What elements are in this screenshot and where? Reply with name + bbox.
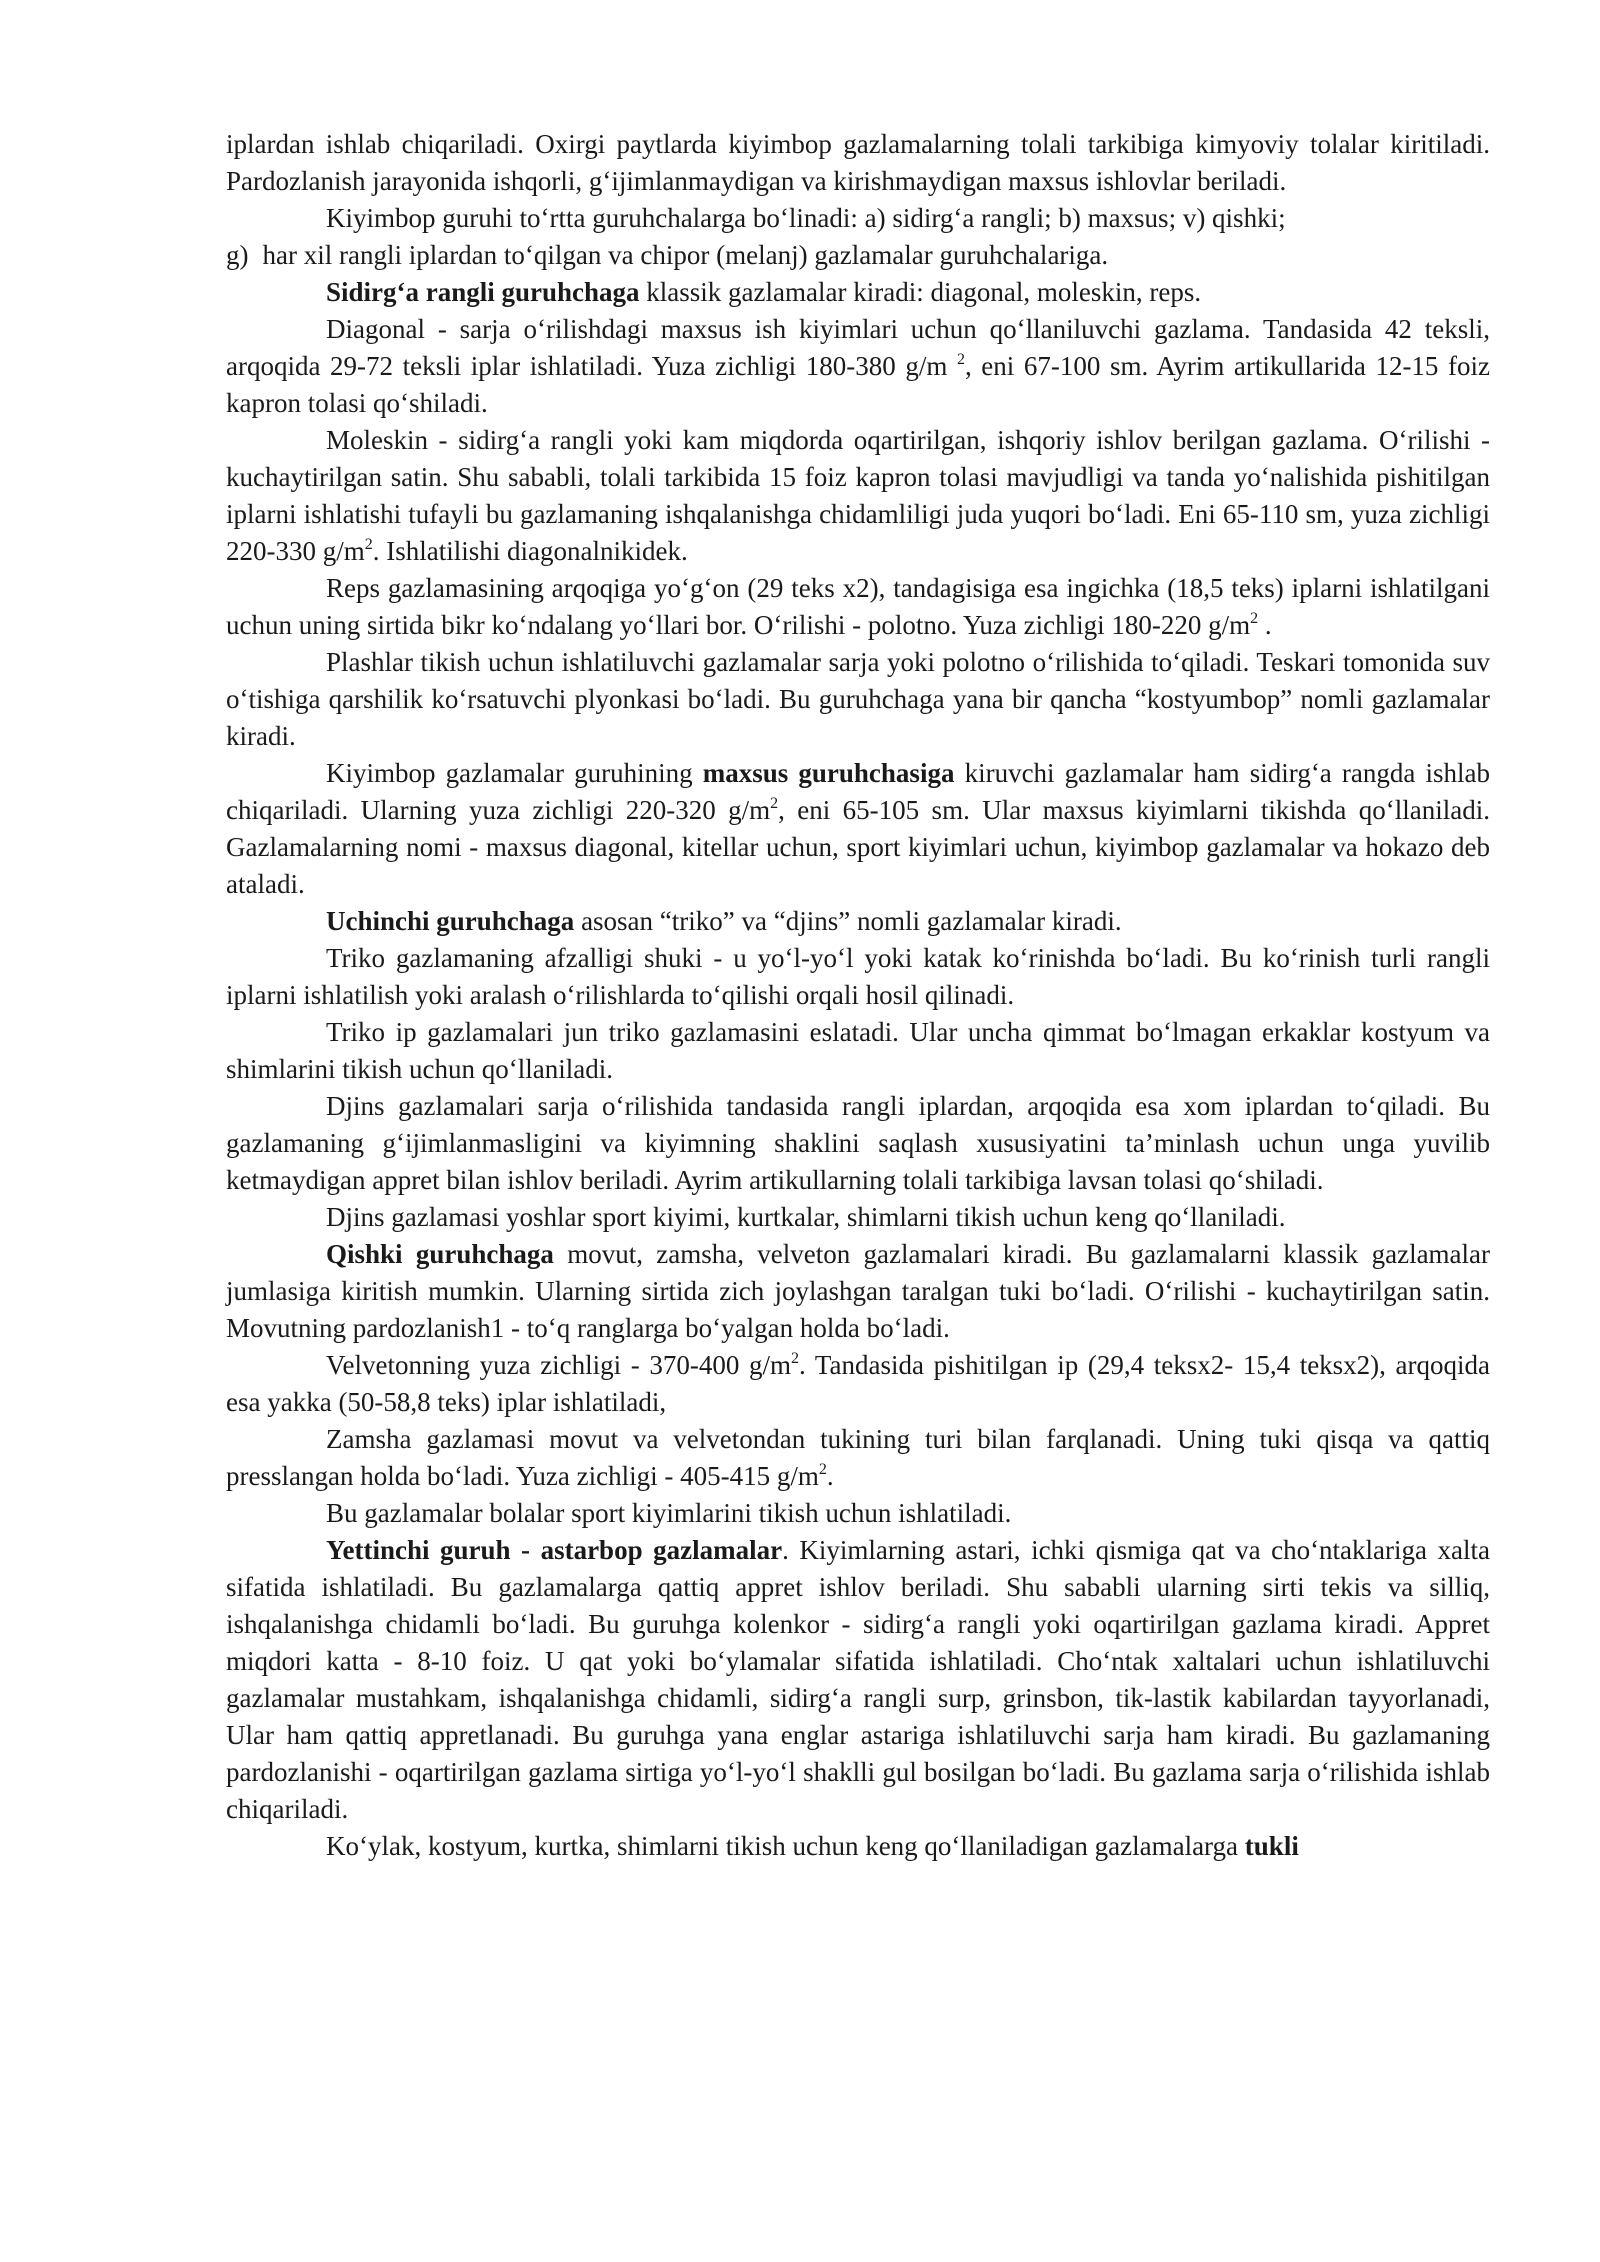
paragraph-velveton: Velvetonning yuza zichligi - 370-400 $g/m^2$. Tandasida pishitilgan ip (29,4 teksx2- 15,4 teksx2), arqoqida esa yakka (50-58,8 teks) iplar ishlatiladi, (226, 1350, 1491, 1417)
paragraph-diagonal: Diagonal - sarja o‘rilishdagi maxsus ish kiyimlari uchun qo‘llaniluvchi gazlama. Tandasida 42 teksli, arqoqida 29-72 teksli iplar ishlatiladi. Yuza zichligi 180-380 g/m $^2$, eni 67-100 sm. Ayrim artikullarida 12-15 foiz kapron tolasi qo‘shiladi. (226, 314, 1490, 418)
bold-term: Uchinchi guruhchaga (326, 906, 575, 936)
paragraph-sidirga: Sidirg‘a rangli guruhchaga klassik gazlamalar kiradi: diagonal, moleskin, reps. (326, 277, 1202, 307)
bold-term: Sidirg‘a rangli guruhchaga (326, 277, 640, 307)
paragraph-subgroup-g: g) har xil rangli iplardan to‘qilgan va chipor (melanj) gazlamalar guruhchalariga. (226, 240, 1109, 270)
paragraph-moleskin: Moleskin - sidirg‘a rangli yoki kam miqdorda oqartirilgan, ishqoriy ishlov berilgan gazlama. O‘rilishi - kuchaytirilgan satin. Shu sababli, tolali tarkibida 15 foiz kapron tolasi mavjudligi va tanda yo‘nalishida pishitilgan iplarni ishlatishi tufayli bu gazlamaning ishqalanishga chidamliligi juda yuqori bo‘ladi. Eni 65-110 sm, yuza zichligi 220-330 $g/m^2$. Ishlatilishi diagonalnikidek. (226, 425, 1490, 566)
paragraph-kiyimbop-subgroups: Kiyimbop guruhi to‘rtta guruhchalarga bo‘linadi: a) sidirg‘a rangli; b) maxsus; v) qishki; (326, 203, 1286, 233)
paragraph-uchinchi: Uchinchi guruhchaga asosan “triko” va “djins” nomli gazlamalar kiradi. (326, 906, 1122, 936)
paragraph-maxsus: Kiyimbop gazlamalar guruhining maxsus guruhchasiga kiruvchi gazlamalar ham sidirg‘a rangda ishlab chiqariladi. Ularning yuza zichligi 220-320 $g/m^2$, eni 65-105 sm. Ular maxsus kiyimlarni tikishda qo‘llaniladi. Gazlamalarning nomi - maxsus diagonal, kitellar uchun, sport kiyimlari uchun, kiyimbop gazlamalar va hokazo deb ataladi. (226, 758, 1490, 899)
document-page (226, 126, 1490, 1865)
paragraph-plashlar: Plashlar tikish uchun ishlatiluvchi gazlamalar sarja yoki polotno o‘rilishida to‘qiladi. Teskari tomonida suv o‘tishiga qarshilik ko‘rsatuvchi plyonkasi bo‘ladi. Bu guruhchaga yana bir qancha “kostyumbop” nomli gazlamalar kiradi. (226, 647, 1490, 751)
paragraph-djins: Djins gazlamalari sarja o‘rilishida tandasida rangli iplardan, arqoqida esa xom iplardan to‘qiladi. Bu gazlamaning g‘ijimlanmasligini va kiyimning shaklini saqlash xususiyatini ta’minlash uchun unga yuvilib ketmaydigan appret bilan ishlov beriladi. Ayrim artikullarning tolali tarkibiga lavsan tolasi qo‘shiladi. (226, 1091, 1490, 1195)
paragraph-bolalar: Bu gazlamalar bolalar sport kiyimlarini tikish uchun ishlatiladi. (326, 1498, 1012, 1528)
paragraph-triko-ip: Triko ip gazlamalari jun triko gazlamasini eslatadi. Ular uncha qimmat bo‘lmagan erkaklar kostyum va shimlarini tikish uchun qo‘llaniladi. (226, 1017, 1490, 1084)
paragraph-continuation: iplardan ishlab chiqariladi. Oxirgi paytlarda kiyimbop gazlamalarning tolali tarkibiga kimyoviy tolalar kiritiladi. Pardozlanish jarayonida ishqorli, g‘ijimlanmaydigan va kirishmaydigan maxsus ishlovlar beriladi. (226, 129, 1490, 196)
paragraph-qishki: Qishki guruhchaga movut, zamsha, velveton gazlamalari kiradi. Bu gazlamalarni klassik gazlamalar jumlasiga kiritish mumkin. Ularning sirtida zich joylashgan taralgan tuki bo‘ladi. O‘rilishi - kuchaytirilgan satin. Movutning pardozlanish1 - to‘q ranglarga bo‘yalgan holda bo‘ladi. (226, 1239, 1491, 1343)
bold-term: Qishki guruhchaga (326, 1239, 554, 1269)
bold-term: maxsus guruhchasiga (702, 758, 955, 788)
paragraph-djins-usage: Djins gazlamasi yoshlar sport kiyimi, kurtkalar, shimlarni tikish uchun keng qo‘llaniladi. (326, 1202, 1286, 1232)
bold-term: tukli (1244, 1831, 1299, 1861)
paragraph-tukli: Ko‘ylak, kostyum, kurtka, shimlarni tikish uchun keng qo‘llaniladigan gazlamalarga tukli (326, 1831, 1299, 1861)
paragraph-triko: Triko gazlamaning afzalligi shuki - u yo‘l-yo‘l yoki katak ko‘rinishda bo‘ladi. Bu ko‘rinish turli rangli iplarni ishlatilish yoki aralash o‘rilishlarda to‘qilishi orqali hosil qilinadi. (226, 943, 1490, 1010)
bold-term: Yettinchi guruh - astarbop gazlamalar (326, 1535, 783, 1565)
paragraph-astarbop: Yettinchi guruh - astarbop gazlamalar. Kiyimlarning astari, ichki qismiga qat va cho‘ntaklariga xalta sifatida ishlatiladi. Bu gazlamalarga qattiq appret ishlov beriladi. Shu sababli ularning sirti tekis va silliq, ishqalanishga chidamli bo‘ladi. Bu guruhga kolenkor - sidirg‘a rangli yoki oqartirilgan gazlama kiradi. Appret miqdori katta - 8-10 foiz. U qat yoki bo‘ylamalar sifatida ishlatiladi. Cho‘ntak xaltalari uchun ishlatiluvchi gazlamalar mustahkam, ishqalanishga chidamli, sidirg‘a rangli surp, grinsbon, tik-lastik kabilardan tayyorlanadi, Ular ham qattiq appretlanadi. Bu guruhga yana englar astariga ishlatiluvchi sarja ham kiradi. Bu gazlamaning pardozlanishi - oqartirilgan gazlama sirtiga yo‘l-yo‘l shaklli gul bosilgan bo‘ladi. Bu gazlama sarja o‘rilishida ishlab chiqariladi. (226, 1535, 1490, 1824)
paragraph-zamsha: Zamsha gazlamasi movut va velvetondan tukining turi bilan farqlanadi. Uning tuki qisqa va qattiq presslangan holda bo‘ladi. Yuza zichligi - 405-415 $g/m^2$. (226, 1424, 1490, 1491)
paragraph-reps: Reps gazlamasining arqoqiga yo‘g‘on (29 teks x2), tandagisiga esa ingichka (18,5 teks) iplarni ishlatilgani uchun uning sirtida bikr ko‘ndalang yo‘llari bor. O‘rilishi - polotno. Yuza zichligi 180-220 $g/m^2$ . (226, 573, 1490, 640)
